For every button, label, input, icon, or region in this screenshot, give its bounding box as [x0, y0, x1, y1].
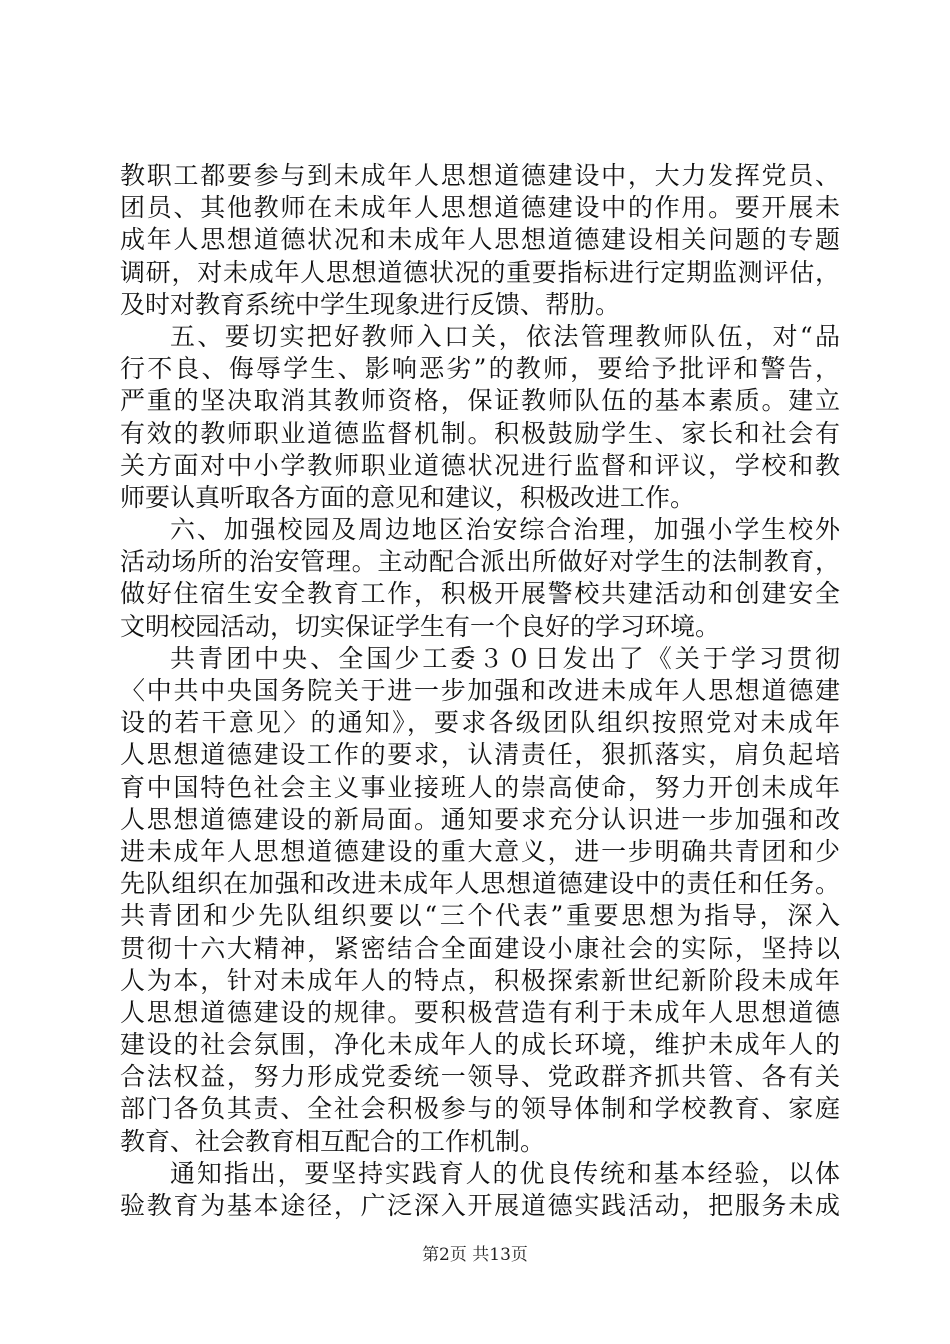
text-line: 〈中共中央国务院关于进一步加强和改进未成年人思想道德建 [120, 676, 840, 705]
text-line: 验教育为基本途径，广泛深入开展道德实践活动，把服务未成 [120, 1191, 840, 1220]
text-line: 贯彻十六大精神，紧密结合全面建设小康社会的实际，坚持以 [120, 933, 840, 963]
text-line: 有效的教师职业道德监督机制。积极鼓励学生、家长和社会有 [120, 418, 840, 448]
text-line: 人思想道德建设的新局面。通知要求充分认识进一步加强和改 [120, 804, 840, 834]
text-line: 文明校园活动，切实保证学生有一个良好的学习环境。 [120, 611, 721, 641]
text-line: 共青团和少先队组织要以“三个代表”重要思想为指导，深入 [120, 901, 840, 931]
text-line: 六、加强校园及周边地区治安综合治理，加强小学生校外 [170, 515, 840, 545]
text-line: 先队组织在加强和改进未成年人思想道德建设中的责任和任务。 [120, 869, 840, 899]
text-line: 通知指出，要坚持实践育人的优良传统和基本经验，以体 [170, 1158, 840, 1188]
text-line: 调研，对未成年人思想道德状况的重要指标进行定期监测评估， [120, 257, 840, 287]
text-line: 人思想道德建设工作的要求，认清责任，狠抓落实，肩负起培 [120, 740, 840, 770]
text-line: 行不良、侮辱学生、影响恶劣”的教师，要给予批评和警告， [120, 354, 840, 384]
text-line: 育中国特色社会主义事业接班人的崇高使命，努力开创未成年 [120, 772, 840, 802]
text-line: 关方面对中小学教师职业道德状况进行监督和评议，学校和教 [120, 450, 840, 480]
text-line: 人思想道德建设的规律。要积极营造有利于未成年人思想道德 [120, 997, 840, 1027]
text-line: 活动场所的治安管理。主动配合派出所做好对学生的法制教育， [120, 547, 840, 577]
text-line: 部门各负其责、全社会积极参与的领导体制和学校教育、家庭 [120, 1094, 840, 1124]
text-line: 严重的坚决取消其教师资格，保证教师队伍的基本素质。建立 [120, 386, 840, 416]
text-line: 进未成年人思想道德建设的重大意义，进一步明确共青团和少 [120, 836, 840, 866]
text-line: 团员、其他教师在未成年人思想道德建设中的作用。要开展未 [120, 193, 840, 223]
document-body [120, 160, 840, 1222]
text-line: 共青团中央、全国少工委３０日发出了《关于学习贯彻 [170, 643, 840, 673]
text-line: 设的若干意见〉的通知》，要求各级团队组织按照党对未成年 [120, 708, 840, 738]
text-line: 五、要切实把好教师入口关，依法管理教师队伍，对“品 [170, 321, 840, 351]
text-line: 建设的社会氛围，净化未成年人的成长环境，维护未成年人的 [120, 1030, 840, 1060]
text-line: 及时对教育系统中学生现象进行反馈、帮肋。 [120, 289, 621, 319]
page-number-footer: 第2页 共13页 [422, 1245, 528, 1265]
text-line: 师要认真听取各方面的意见和建议，积极改进工作。 [120, 482, 696, 512]
text-line: 做好住宿生安全教育工作，积极开展警校共建活动和创建安全 [120, 579, 840, 609]
text-line: 教职工都要参与到未成年人思想道德建设中，大力发挥党员、 [120, 161, 840, 190]
text-line: 人为本，针对未成年人的特点，积极探索新世纪新阶段未成年 [120, 965, 840, 995]
text-line: 成年人思想道德状况和未成年人思想道德建设相关问题的专题 [120, 225, 840, 255]
text-line: 教育、社会教育相互配合的工作机制。 [120, 1126, 546, 1156]
text-line: 合法权益，努力形成党委统一领导、党政群齐抓共管、各有关 [120, 1062, 840, 1092]
